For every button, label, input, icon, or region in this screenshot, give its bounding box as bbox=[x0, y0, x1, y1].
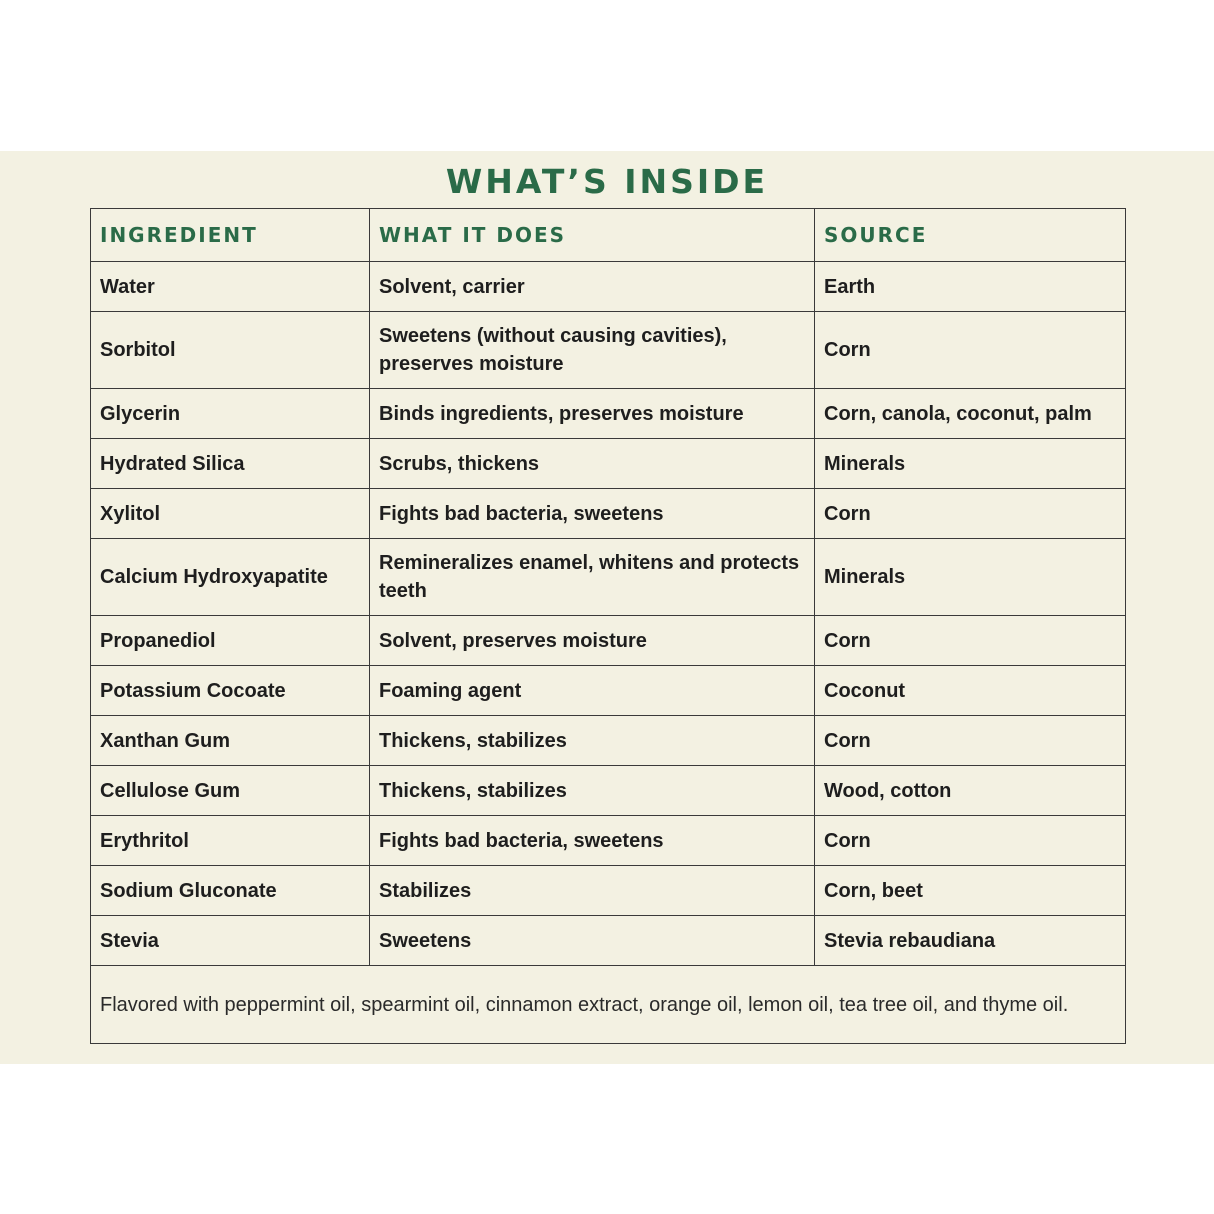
ingredient-cell: Calcium Hydroxyapatite bbox=[91, 539, 370, 616]
ingredient-cell: Sodium Gluconate bbox=[91, 866, 370, 916]
function-cell: Scrubs, thickens bbox=[370, 439, 815, 489]
footnote-row bbox=[91, 966, 1126, 1044]
ingredient-cell: Xylitol bbox=[91, 489, 370, 539]
table-row bbox=[91, 389, 1126, 439]
source-cell: Corn bbox=[815, 616, 1126, 666]
ingredient-cell: Erythritol bbox=[91, 816, 370, 866]
function-cell: Remineralizes enamel, whitens and protects teeth bbox=[370, 539, 815, 616]
source-cell: Coconut bbox=[815, 666, 1126, 716]
function-cell: Sweetens (without causing cavities), preserves moisture bbox=[370, 312, 815, 389]
function-cell: Binds ingredients, preserves moisture bbox=[370, 389, 815, 439]
function-cell: Thickens, stabilizes bbox=[370, 766, 815, 816]
ingredient-cell: Glycerin bbox=[91, 389, 370, 439]
source-cell: Minerals bbox=[815, 439, 1126, 489]
source-cell: Minerals bbox=[815, 539, 1126, 616]
header-what-it-does: WHAT IT DOES bbox=[370, 209, 815, 262]
function-cell: Thickens, stabilizes bbox=[370, 716, 815, 766]
table-row bbox=[91, 766, 1126, 816]
flavor-footnote: Flavored with peppermint oil, spearmint oil, cinnamon extract, orange oil, lemon oil, tea tree oil, and thyme oil. bbox=[91, 966, 1126, 1044]
ingredient-cell: Propanediol bbox=[91, 616, 370, 666]
function-cell: Stabilizes bbox=[370, 866, 815, 916]
table-row bbox=[91, 716, 1126, 766]
source-cell: Corn bbox=[815, 489, 1126, 539]
function-cell: Solvent, carrier bbox=[370, 262, 815, 312]
table-row bbox=[91, 616, 1126, 666]
function-cell: Solvent, preserves moisture bbox=[370, 616, 815, 666]
ingredient-cell: Stevia bbox=[91, 916, 370, 966]
table-header-row bbox=[91, 209, 1126, 262]
source-cell: Wood, cotton bbox=[815, 766, 1126, 816]
function-cell: Foaming agent bbox=[370, 666, 815, 716]
ingredients-table bbox=[90, 208, 1126, 1044]
function-cell: Fights bad bacteria, sweetens bbox=[370, 489, 815, 539]
ingredient-cell: Potassium Cocoate bbox=[91, 666, 370, 716]
table-row bbox=[91, 916, 1126, 966]
ingredient-cell: Xanthan Gum bbox=[91, 716, 370, 766]
header-source: SOURCE bbox=[815, 209, 1126, 262]
source-cell: Earth bbox=[815, 262, 1126, 312]
function-cell: Fights bad bacteria, sweetens bbox=[370, 816, 815, 866]
ingredient-cell: Sorbitol bbox=[91, 312, 370, 389]
source-cell: Corn bbox=[815, 312, 1126, 389]
header-ingredient: INGREDIENT bbox=[91, 209, 370, 262]
table-row bbox=[91, 312, 1126, 389]
ingredient-cell: Water bbox=[91, 262, 370, 312]
table-row bbox=[91, 666, 1126, 716]
ingredient-cell: Cellulose Gum bbox=[91, 766, 370, 816]
table-row bbox=[91, 439, 1126, 489]
table-row bbox=[91, 539, 1126, 616]
table-row bbox=[91, 489, 1126, 539]
source-cell: Stevia rebaudiana bbox=[815, 916, 1126, 966]
function-cell: Sweetens bbox=[370, 916, 815, 966]
table-row bbox=[91, 816, 1126, 866]
ingredient-cell: Hydrated Silica bbox=[91, 439, 370, 489]
table-row bbox=[91, 262, 1126, 312]
source-cell: Corn bbox=[815, 716, 1126, 766]
page-title: WHAT’S INSIDE bbox=[445, 162, 769, 201]
source-cell: Corn, canola, coconut, palm bbox=[815, 389, 1126, 439]
source-cell: Corn bbox=[815, 816, 1126, 866]
table-row bbox=[91, 866, 1126, 916]
source-cell: Corn, beet bbox=[815, 866, 1126, 916]
